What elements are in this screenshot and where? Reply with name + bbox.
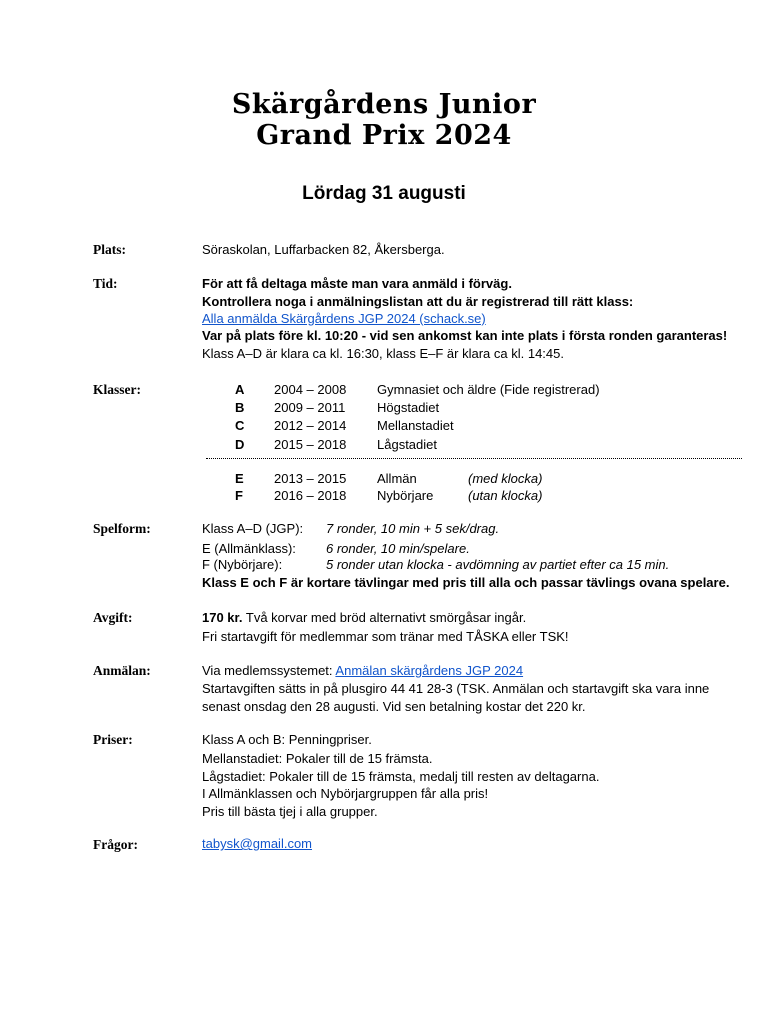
format-value: 7 ronder, 10 min + 5 sek/drag. [326, 521, 500, 536]
anmalan-prefix: Via medlemssystemet: [202, 663, 336, 678]
tid-line-4: Var på plats före kl. 10:20 - vid sen ankomst kan inte plats i första ronden garanteras! [202, 328, 728, 343]
priser-line: Klass A och B: Penningpriser. [202, 732, 372, 747]
class-years: 2012 – 2014 [274, 418, 347, 433]
fragor-label: Frågor: [93, 837, 138, 852]
class-desc: Allmän [377, 471, 417, 486]
spelform-note: Klass E och F är kortare tävlingar med pris till alla och passar tävlings ovana spelare. [202, 575, 730, 590]
anmalan-label: Anmälan: [93, 663, 151, 678]
tid-line-2: Kontrollera noga i anmälningslistan att du är registrerad till rätt klass: [202, 294, 634, 309]
class-desc: Nybörjare [377, 488, 434, 503]
anmalan-line-3: senast onsdag den 28 augusti. Vid sen betalning kostar det 220 kr. [202, 699, 586, 714]
avgift-line-1 [202, 610, 526, 625]
avgift-label: Avgift: [93, 610, 133, 625]
plats-text: Söraskolan, Luffarbacken 82, Åkersberga. [202, 242, 445, 257]
anmalan-line-2: Startavgiften sätts in på plusgiro 44 41 28-3 (TSK. Anmälan och startavgift ska vara inne [202, 681, 710, 696]
priser-line: Lågstadiet: Pokaler till de 15 främsta, medalj till resten av deltagarna. [202, 769, 600, 784]
priser-label: Priser: [93, 732, 133, 747]
class-letter: A [235, 382, 245, 397]
class-divider [206, 458, 742, 459]
class-note: (utan klocka) [468, 488, 543, 503]
class-desc: Mellanstadiet [377, 418, 454, 433]
tid-line-5: Klass A–D är klara ca kl. 16:30, klass E–F är klara ca kl. 14:45. [202, 346, 564, 361]
format-name: F (Nybörjare): [202, 557, 283, 572]
class-years: 2013 – 2015 [274, 471, 347, 486]
class-desc: Gymnasiet och äldre (Fide registrerad) [377, 382, 600, 397]
priser-line: I Allmänklassen och Nybörjargruppen får alla pris! [202, 786, 489, 801]
class-years: 2016 – 2018 [274, 488, 347, 503]
class-note: (med klocka) [468, 471, 543, 486]
avgift-price: 170 kr. [202, 610, 243, 625]
plats-label: Plats: [93, 242, 126, 257]
registration-link[interactable]: Anmälan skärgårdens JGP 2024 [335, 663, 524, 678]
event-date: Lördag 31 augusti [302, 183, 466, 204]
priser-line: Pris till bästa tjej i alla grupper. [202, 804, 378, 819]
title-line-1: Skärgårdens Junior [231, 89, 537, 120]
class-years: 2015 – 2018 [274, 437, 347, 452]
class-letter: F [235, 488, 243, 503]
class-letter: C [235, 418, 245, 433]
priser-line: Mellanstadiet: Pokaler till de 15 främsta. [202, 751, 433, 766]
tid-label: Tid: [93, 276, 118, 291]
klasser-label: Klasser: [93, 382, 141, 397]
spelform-label: Spelform: [93, 521, 151, 536]
class-desc: Lågstadiet [377, 437, 437, 452]
class-years: 2004 – 2008 [274, 382, 347, 397]
avgift-line-1-rest: Två korvar med bröd alternativt smörgåsar ingår. [242, 610, 527, 625]
format-name: Klass A–D (JGP): [202, 521, 304, 536]
title-line-2: Grand Prix 2024 [256, 120, 512, 151]
class-desc: Högstadiet [377, 400, 440, 415]
class-letter: E [235, 471, 244, 486]
contact-email-link[interactable]: tabysk@gmail.com [202, 836, 313, 851]
registered-list-link[interactable]: Alla anmälda Skärgårdens JGP 2024 (schack.se) [202, 311, 486, 326]
class-letter: D [235, 437, 245, 452]
class-years: 2009 – 2011 [274, 400, 346, 415]
avgift-line-2: Fri startavgift för medlemmar som tränar med TÅSKA eller TSK! [202, 629, 569, 644]
format-value: 6 ronder, 10 min/spelare. [326, 541, 470, 556]
anmalan-line-1 [202, 663, 523, 678]
class-letter: B [235, 400, 245, 415]
format-name: E (Allmänklass): [202, 541, 296, 556]
tid-line-1: För att få deltaga måste man vara anmäld i förväg. [202, 276, 512, 291]
format-value: 5 ronder utan klocka - avdömning av partiet efter ca 15 min. [326, 557, 670, 572]
